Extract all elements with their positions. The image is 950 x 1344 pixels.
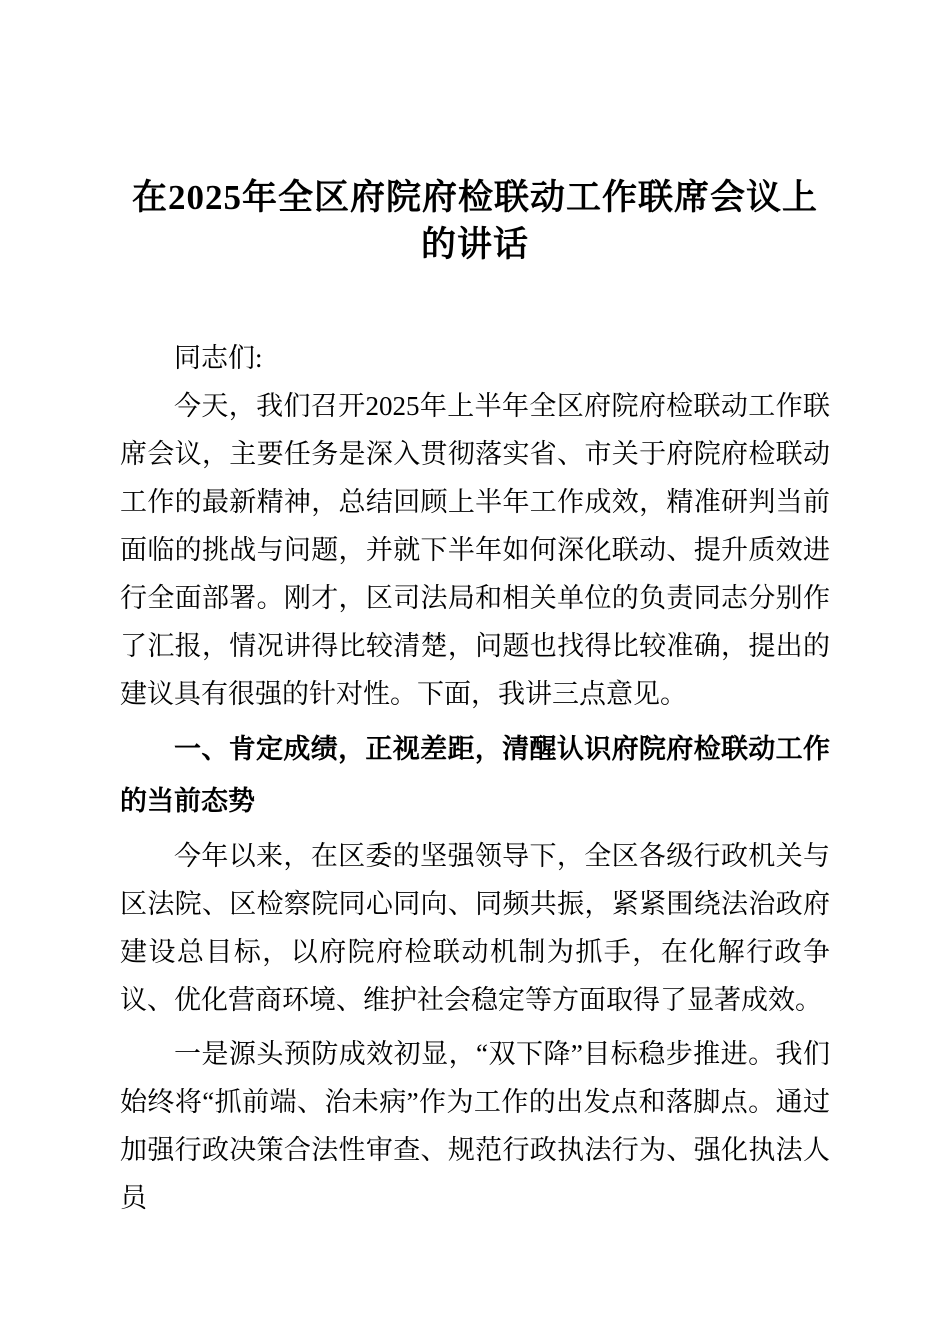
paragraph-overview: 今年以来，在区委的坚强领导下，全区各级行政机关与区法院、区检察院同心同向、同频共振，紧紧围绕法治政府建设总目标，以府院府检联动机制为抓手，在化解行政争议、优化营商环境、维护社会稳定等方面取得了显著成效。 (120, 841, 830, 1015)
paragraph-opening: 今天，我们召开2025年上半年全区府院府检联动工作联席会议，主要任务是深入贯彻落实省、市关于府院府检联动工作的最新精神，总结回顾上半年工作成效，精准研判当前面临的挑战与问题，并就下半年如何深化联动、提升质效进行全面部署。刚才，区司法局和相关单位的负责同志分别作了汇报，情况讲得比较清楚，问题也找得比较准确，提出的建议具有很强的针对性。下面，我讲三点意见。 (120, 391, 830, 709)
salutation: 同志们: (174, 343, 263, 373)
paragraph-point-one: 一是源头预防成效初显，“双下降”目标稳步推进。我们始终将“抓前端、治未病”作为工作的出发点和落脚点。通过加强行政决策合法性审查、规范行政执法行为、强化执法人员 (120, 1039, 830, 1213)
section-heading-1: 一、肯定成绩，正视差距，清醒认识府院府检联动工作的当前态势 (120, 734, 830, 816)
document-title: 在2025年全区府院府检联动工作联席会议上的讲话 (131, 178, 818, 264)
